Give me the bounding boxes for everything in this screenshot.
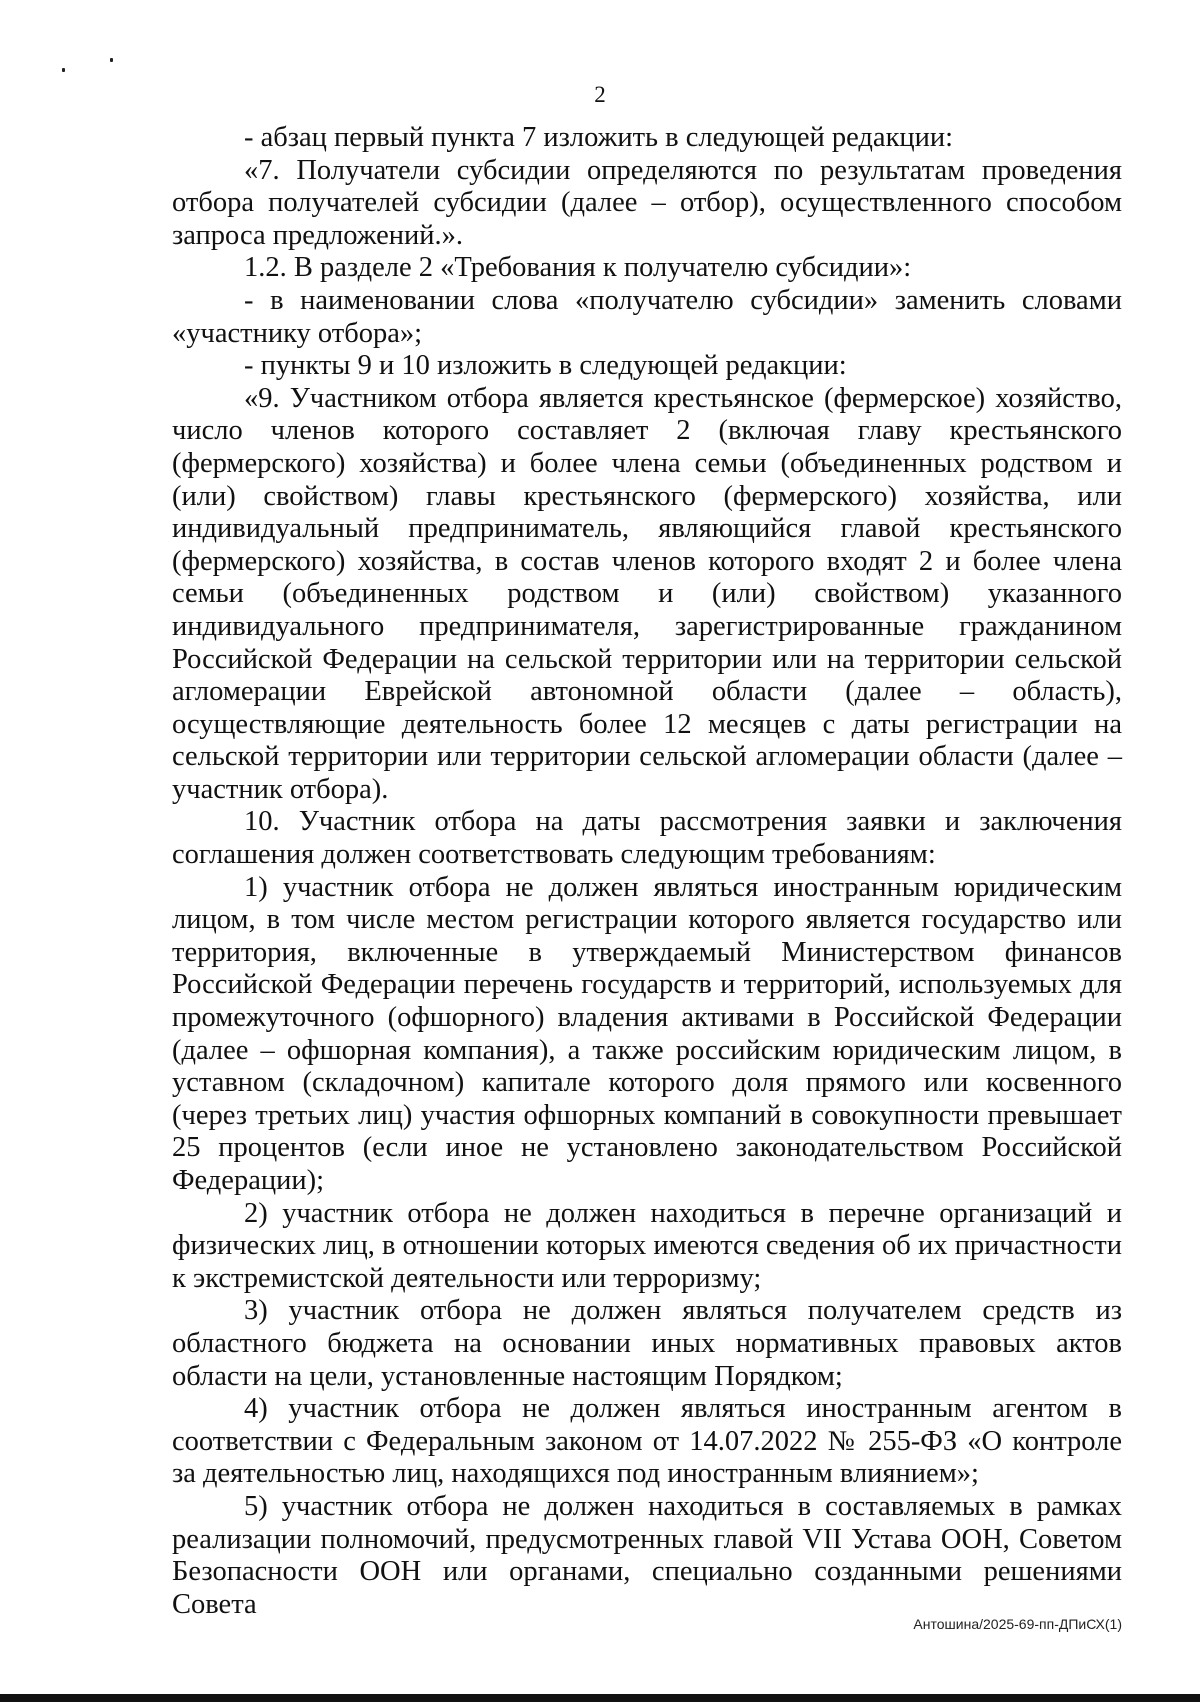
paragraph: 3) участник отбора не должен являться получателем средств из областного бюджета на основании иных нормативных правовых актов области на цели, установленные настоящим Порядком; (172, 1295, 1122, 1392)
scan-mark (110, 58, 113, 62)
paragraph: 1) участник отбора не должен являться иностранным юридическим лицом, в том числе местом регистрации которого является государство или территория, включенные в утверждаемый Министерством финансов Российской Федерации перечень государств и территорий, используемых для промежуточного (офшорного) владения активами в Российской Федерации (далее – офшорная компания), а также российским юридическим лицом, в уставном (складочном) капитале которого доля прямого или косвенного (через третьих лиц) участия офшорных компаний в совокупности превышает 25 процентов (если иное не установлено законодательством Российской Федерации); (172, 871, 1122, 1196)
paragraph: «9. Участником отбора является крестьянское (фермерское) хозяйство, число членов которого составляет 2 (включая главу крестьянского (фермерского) хозяйства) и более члена семьи (объединенных родством и (или) свойством) главы крестьянского (фермерского) хозяйства, или индивидуальный предприниматель, являющийся главой крестьянского (фермерского) хозяйства, в состав членов которого входят 2 и более члена семьи (объединенных родством и (или) свойством) указанного индивидуального предпринимателя, зарегистрированные гражданином Российской Федерации на сельской территории или на территории сельской агломерации Еврейской автономной области (далее – область), осуществляющие деятельность более 12 месяцев с даты регистрации на сельской территории или территории сельской агломерации области (далее – участник отбора). (172, 382, 1122, 805)
paragraph: 4) участник отбора не должен являться иностранным агентом в соответствии с Федеральным законом от 14.07.2022 № 255-ФЗ «О контроле за деятельностью лиц, находящихся под иностранным влиянием»; (172, 1393, 1122, 1490)
paragraph: 5) участник отбора не должен находиться в составляемых в рамках реализации полномочий, предусмотренных главой VII Устава ООН, Советом Безопасности ООН или органами, специально созданными решениями Совета (172, 1490, 1122, 1620)
paragraph: - пункты 9 и 10 изложить в следующей редакции: (244, 350, 847, 382)
scan-mark (62, 68, 65, 72)
document-body (172, 122, 1122, 1621)
paragraph: - в наименовании слова «получателю субсидии» заменить словами «участнику отбора»; (172, 284, 1122, 349)
paragraph: - абзац первый пункта 7 изложить в следующей редакции: (244, 122, 954, 153)
document-footer-code: Антошина/2025-69-пп-ДПиСХ(1) (913, 1616, 1122, 1632)
paragraph: 1.2. В разделе 2 «Требования к получателю субсидии»: (244, 252, 912, 284)
paragraph: «7. Получатели субсидии определяются по результатам проведения отбора получателей субсидии (далее – отбор), осуществленного способом запроса предложений.». (172, 154, 1122, 251)
paragraph: 2) участник отбора не должен находиться в перечне организаций и физических лиц, в отношении которых имеются сведения об их причастности к экстремистской деятельности или терроризму; (172, 1197, 1122, 1294)
scan-bottom-edge (0, 1694, 1200, 1702)
paragraph: 10. Участник отбора на даты рассмотрения заявки и заключения соглашения должен соответствовать следующим требованиям: (172, 806, 1122, 871)
page-number: 2 (594, 82, 606, 107)
